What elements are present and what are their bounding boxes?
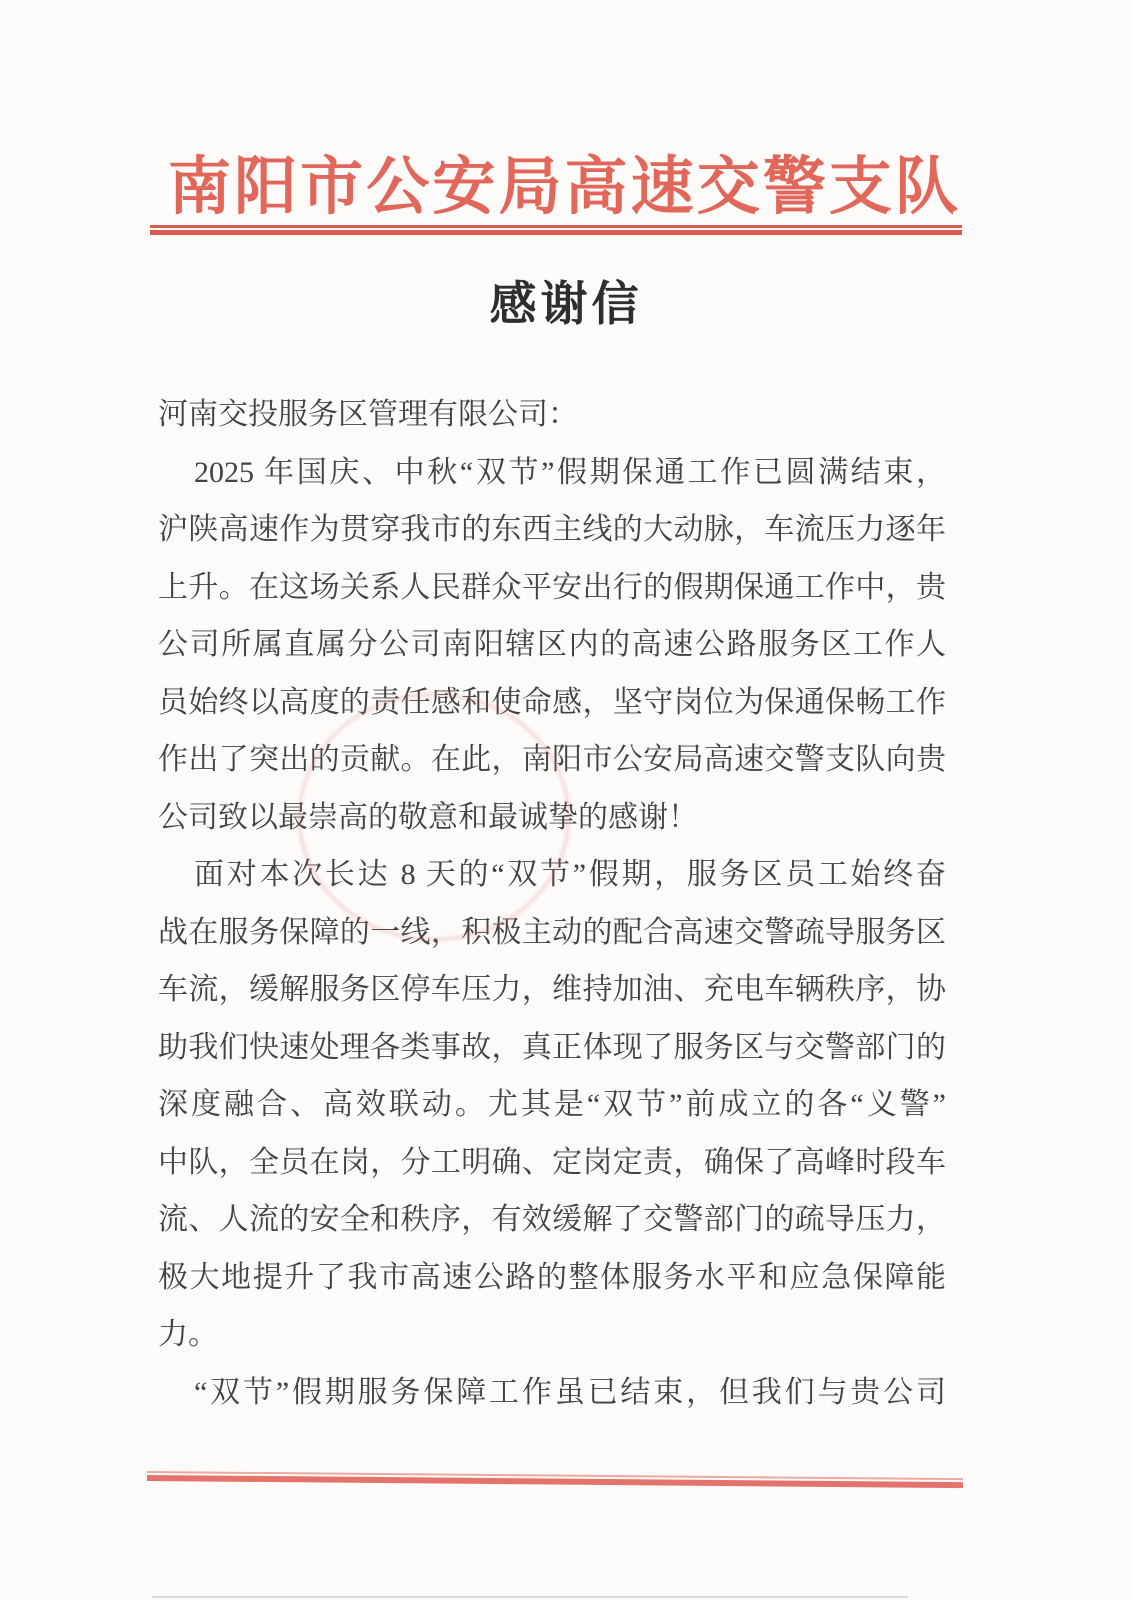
letterhead-rule-thick: [150, 230, 962, 235]
body-line: 作出了突出的贡献。在此，南阳市公安局高速交警支队向贵: [158, 743, 946, 776]
body-line: 力。: [158, 1318, 218, 1351]
body-line: 2025 年国庆、中秋“双节”假期保通工作已圆满结束，: [194, 455, 946, 489]
body-line: 公司所属直属分公司南阳辖区内的高速公路服务区工作人: [158, 628, 946, 661]
letterhead-double-rule: [150, 225, 962, 235]
letterhead-title: 南阳市公安局高速交警支队: [168, 152, 958, 222]
body-line: 流、人流的安全和秩序，有效缓解了交警部门的疏导压力，: [158, 1203, 946, 1236]
letter-body: [158, 386, 946, 1421]
body-line: 中队，全员在岗，分工明确、定岗定责，确保了高峰时段车: [158, 1145, 946, 1179]
letterhead-rule-thin: [150, 225, 962, 228]
body-line: 助我们快速处理各类事故，真正体现了服务区与交警部门的: [158, 1030, 946, 1064]
recipient-line: 河南交投服务区管理有限公司：: [158, 398, 578, 431]
body-line: 极大地提升了我市高速公路的整体服务水平和应急保障能: [158, 1260, 946, 1294]
body-line: 面对本次长达 8 天的“双节”假期，服务区员工始终奋: [194, 858, 946, 891]
body-line: 沪陕高速作为贯穿我市的东西主线的大动脉，车流压力逐年: [158, 513, 946, 546]
footer-double-rule: [147, 1471, 963, 1488]
document-title: 感谢信: [489, 279, 643, 331]
body-line: 车流，缓解服务区停车压力，维持加油、充电车辆秩序，协: [158, 973, 946, 1006]
body-line: 战在服务保障的一线，积极主动的配合高速交警疏导服务区: [158, 915, 946, 949]
body-line: 公司致以最崇高的敬意和最诚挚的感谢！: [158, 800, 698, 834]
body-line: 上升。在这场关系人民群众平安出行的假期保通工作中，贵: [158, 570, 946, 604]
scanner-edge-artifact: [152, 1596, 908, 1598]
body-line: 员始终以高度的责任感和使命感，坚守岗位为保通保畅工作: [158, 685, 946, 719]
body-line: “双节”假期服务保障工作虽已结束，但我们与贵公司: [194, 1375, 946, 1409]
body-line: 深度融合、高效联动。尤其是“双节”前成立的各“义警”: [158, 1088, 946, 1121]
